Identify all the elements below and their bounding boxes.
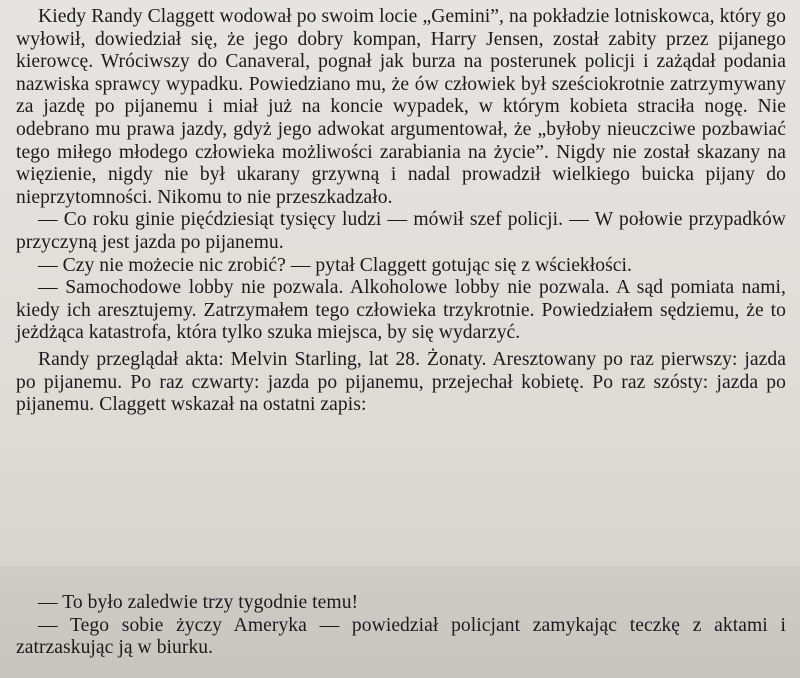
lower-text-block: [0, 566, 800, 678]
paragraph-america: — Tego sobie życzy Ameryka — powiedział policjant zamykając teczkę z aktami i zatrzaskując ją w biurku.: [16, 614, 786, 659]
paragraph-claggett-question: — Czy nie możecie nic zrobić? — pytał Claggett gotując się z wściekłości.: [38, 254, 632, 276]
paragraph-intro: Kiedy Randy Claggett wodował po swoim locie „Gemini”, na pokładzie lotniskowca, który go wyłowił, dowiedział się, że jego dobry kompan, Harry Jensen, został zabity przez pijanego kierowcę. Wróciwszy do Canaveral, pognał jak burza na posterunek policji i zażądał podania nazwiska sprawcy wypadku. Powiedziano mu, że ów człowiek był sześciokrotnie zatrzymywany za jazdę po pijanemu i miał już na koncie wypadek, w którym kobieta straciła nogę. Nie odebrano mu prawa jazdy, gdyż jego adwokat argumentował, że „byłoby nieuczciwe pozbawiać tego miłego młodego człowieka możliwości zarabiania na życie”. Nigdy nie został skazany na więzienie, nigdy nie był ukarany grzywną i nadal prowadził wielkiego buicka pijany do nieprzytomności. Nikomu to nie przeszkadzało.: [16, 6, 786, 208]
paragraph-three-weeks: — To było zaledwie trzy tygodnie temu!: [38, 592, 359, 613]
paragraph-records: Randy przeglądał akta: Melvin Starling, lat 28. Żonaty. Aresztowany po raz pierwszy: jazda po pijanemu. Po raz czwarty: jazda po pijanemu, przejechał kobietę. Po raz szósty: jazda po pijanemu. Claggett wskazał na ostatni zapis:: [16, 348, 786, 416]
paragraph-lobby: — Samochodowe lobby nie pozwala. Alkoholowe lobby nie pozwala. A sąd pomiata nami, kiedy ich aresztujemy. Zatrzymałem tego człowieka trzykrotnie. Powiedziałem sędziemu, że to jeżdżąca katastrofa, która tylko szuka miejsca, by się wydarzyć.: [16, 277, 786, 344]
paragraph-police-chief: — Co roku ginie pięćdziesiąt tysięcy ludzi — mówił szef policji. — W połowie przypadków przyczyną jest jazda po pijanemu.: [16, 209, 786, 253]
